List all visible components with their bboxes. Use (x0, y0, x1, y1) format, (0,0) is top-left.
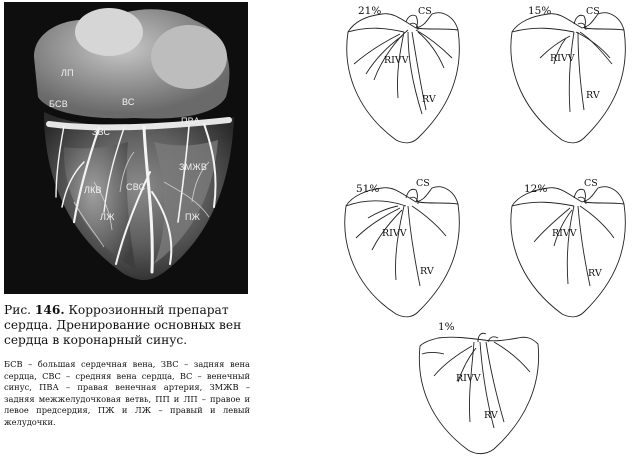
diagram-panel-1 (338, 2, 470, 150)
panel-5-rivv-label: RIVV (456, 373, 481, 384)
photo-label-svs: СВС (126, 182, 146, 192)
panel-3-percent: 51% (356, 183, 380, 195)
figure-prefix: Рис. (4, 303, 32, 317)
photo-label-pva: ПВА (181, 116, 200, 126)
panel-3-rv-label: RV (420, 266, 434, 277)
photo-label-vs: ВС (122, 97, 135, 107)
panel-1-percent: 21% (358, 5, 382, 17)
figure-number: 146. (34, 303, 65, 317)
panel-2-cs-label: CS (586, 6, 600, 17)
heart-outline-3 (338, 176, 470, 324)
diagram-panel-2 (504, 2, 636, 150)
photo-label-zmzhv: ЗМЖВ (179, 162, 208, 172)
figure-legend: БСВ – большая сердечная вена, ЗВС – задняя вена сердца, СВС – средняя вена сердца, ВС – венечный синус, ПВА – правая венечная артерия, ЗМЖВ – задняя межжелудочковая ветвь, ПП и ЛП – правое и левое предсердия, ПЖ и ЛЖ – правый и левый желудочки. (4, 359, 250, 427)
figure-caption (4, 303, 248, 349)
panel-1-rivv-label: RIVV (384, 55, 409, 66)
panel-4-rv-label: RV (588, 268, 602, 279)
panel-5-rv-label: RV (484, 410, 498, 421)
diagram-panel-4 (504, 176, 636, 324)
photo-label-lp: ЛП (61, 68, 74, 78)
variant-diagrams (326, 0, 638, 460)
photo-label-lzh: ЛЖ (100, 212, 115, 222)
photo-label-pzh: ПЖ (185, 212, 201, 222)
figure-title: Коррозионный препарат сердца. Дренирование основных вен сердца в коронарный синус. (4, 303, 242, 348)
panel-2-rivv-label: RIVV (550, 53, 575, 64)
heart-outline-5 (414, 318, 550, 458)
heart-outline-1 (338, 2, 470, 150)
panel-1-rv-label: RV (422, 94, 436, 105)
panel-4-cs-label: CS (584, 178, 598, 189)
photo-label-lkv: ЛКВ (84, 185, 102, 195)
panel-2-percent: 15% (528, 5, 552, 17)
panel-2-rv-label: RV (586, 90, 600, 101)
panel-3-rivv-label: RIVV (382, 228, 407, 239)
panel-4-percent: 12% (524, 183, 548, 195)
panel-3-cs-label: CS (416, 178, 430, 189)
photo-label-zvs: ЗВС (92, 127, 111, 137)
photo-label-bsv: БСВ (49, 99, 68, 109)
panel-1-cs-label: CS (418, 6, 432, 17)
heart-cast-picture (4, 2, 248, 294)
diagram-panel-3 (338, 176, 470, 324)
corrosion-cast-photo (4, 2, 248, 294)
panel-5-percent: 1% (438, 321, 455, 333)
heart-outline-2 (504, 2, 636, 150)
heart-outline-4 (504, 176, 636, 324)
diagram-panel-5 (414, 318, 550, 458)
panel-4-rivv-label: RIVV (552, 228, 577, 239)
